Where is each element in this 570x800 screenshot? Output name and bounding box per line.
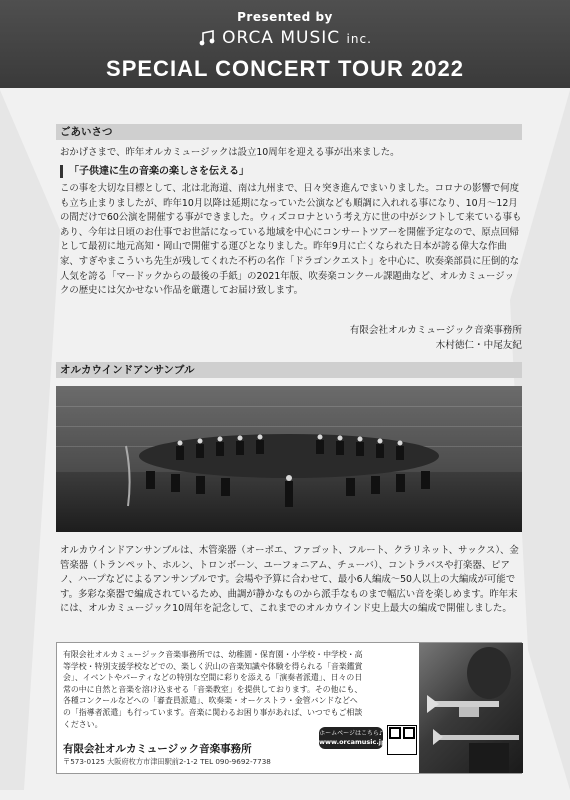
brand-name: ORCA MUSIC xyxy=(222,28,341,48)
ensemble-photo xyxy=(56,386,522,532)
page-title: SPECIAL CONCERT TOUR 2022 xyxy=(106,56,464,81)
presented-by-label: Presented by xyxy=(237,10,333,24)
homepage-label: ホームページはこちら♪ xyxy=(319,730,383,737)
greeting-names-signature: 木村徳仁・中尾友紀 xyxy=(435,340,522,351)
brand-suffix: inc. xyxy=(346,32,372,46)
greeting-heading: ごあいさつ xyxy=(56,124,522,140)
company-name: 有限会社オルカミュージック音楽事務所 xyxy=(63,743,252,755)
greeting-intro: おかげさまで、昨年オルカミュージックは設立10周年を迎える事が出来ました。 xyxy=(60,147,400,158)
background-shape xyxy=(0,90,60,790)
ensemble-heading: オルカウインドアンサンブル xyxy=(56,362,522,378)
trumpet-icon xyxy=(419,643,523,773)
qr-code-icon[interactable] xyxy=(387,725,417,755)
company-address: 〒573-0125 大阪府枚方市津田駅前2-1-2 TEL 090-9692-7738 xyxy=(63,757,271,766)
header-banner xyxy=(0,0,570,88)
ensemble-description: オルカウインドアンサンブルは、木管楽器（オーボエ、ファゴット、フルート、クラリネット、サックス）、金管楽器（トランペット、ホルン、トロンボーン、ユーフォニアム、チューバ）、コントラバスや打楽器、ピアノ、ハープなどによるアンサンブルです。会場や予算に合わせて、最小6人編成～50人以上の大編成が可能です。多彩な楽器で編成されているため、曲調が静かなものから派手なものまで幅広い音を楽しめます。昨年末には、オルカミュージック10周年を記念して、これまでのオルカウインド史上最大の編成で開催しました。 xyxy=(60,545,519,615)
greeting-subheading: 「子供達に生の音楽の楽しさを伝える」 xyxy=(60,165,249,178)
trumpet-player-photo xyxy=(419,643,523,773)
info-body: 有限会社オルカミュージック音楽事務所では、幼稚園・保育園・小学校・中学校・高等学校・特別支援学校などでの、楽しく沢山の音楽知識や体験を得られる「音楽鑑賞会」、イベントやパーティなどの特別な空間に彩りを添える「演奏者派遣」、日々の日常の中に自然と音楽を溶け込ませる「音楽教室」を提供しております。その他にも、各種コンクールなどへの「審査員派遣」、吹奏楽・オーケストラ・金管バンドなどへの「指導者派遣」も行っています。音楽に関わるお困り事があれば、いつでもご相談ください。 xyxy=(63,650,363,729)
info-box xyxy=(56,642,522,774)
orchestra-figures xyxy=(56,386,522,532)
brand-logo xyxy=(0,28,570,48)
homepage-link[interactable] xyxy=(319,727,386,749)
music-note-icon xyxy=(198,30,216,46)
greeting-company-signature: 有限会社オルカミュージック音楽事務所 xyxy=(349,325,522,336)
greeting-body: この事を大切な目標として、北は北海道、南は九州まで、日々突き進んでまいりました。コロナの影響で何度も立ち止まりましたが、昨年10月以降は延期になっていた公演なども順調に入れれる事になり、10月～12月の間だけで60公演を開催する事ができました。ウィズコロナという考え方に世の中がシフトして来ている事もあり、今年は日頃のお仕事でお世話になっている地域を中心にコンサートツアーを開催予定なので、原点回帰として最初に地元高知・岡山で開催する運びとなりました。昨年9月に亡くなられた日本が誇る偉大な作曲家、すぎやまこういち先生が残してくれた不朽の名作「ドラゴンクエスト」を中心に、吹奏楽部員に圧倒的な人気を誇る「マードックからの最後の手紙」の2021年版、吹奏楽コンクール課題曲など、オルカミュージックの歴史には欠かせない作品を厳選してお届け致します。 xyxy=(60,183,522,297)
homepage-url: www.orcamusic.jp xyxy=(319,738,386,746)
